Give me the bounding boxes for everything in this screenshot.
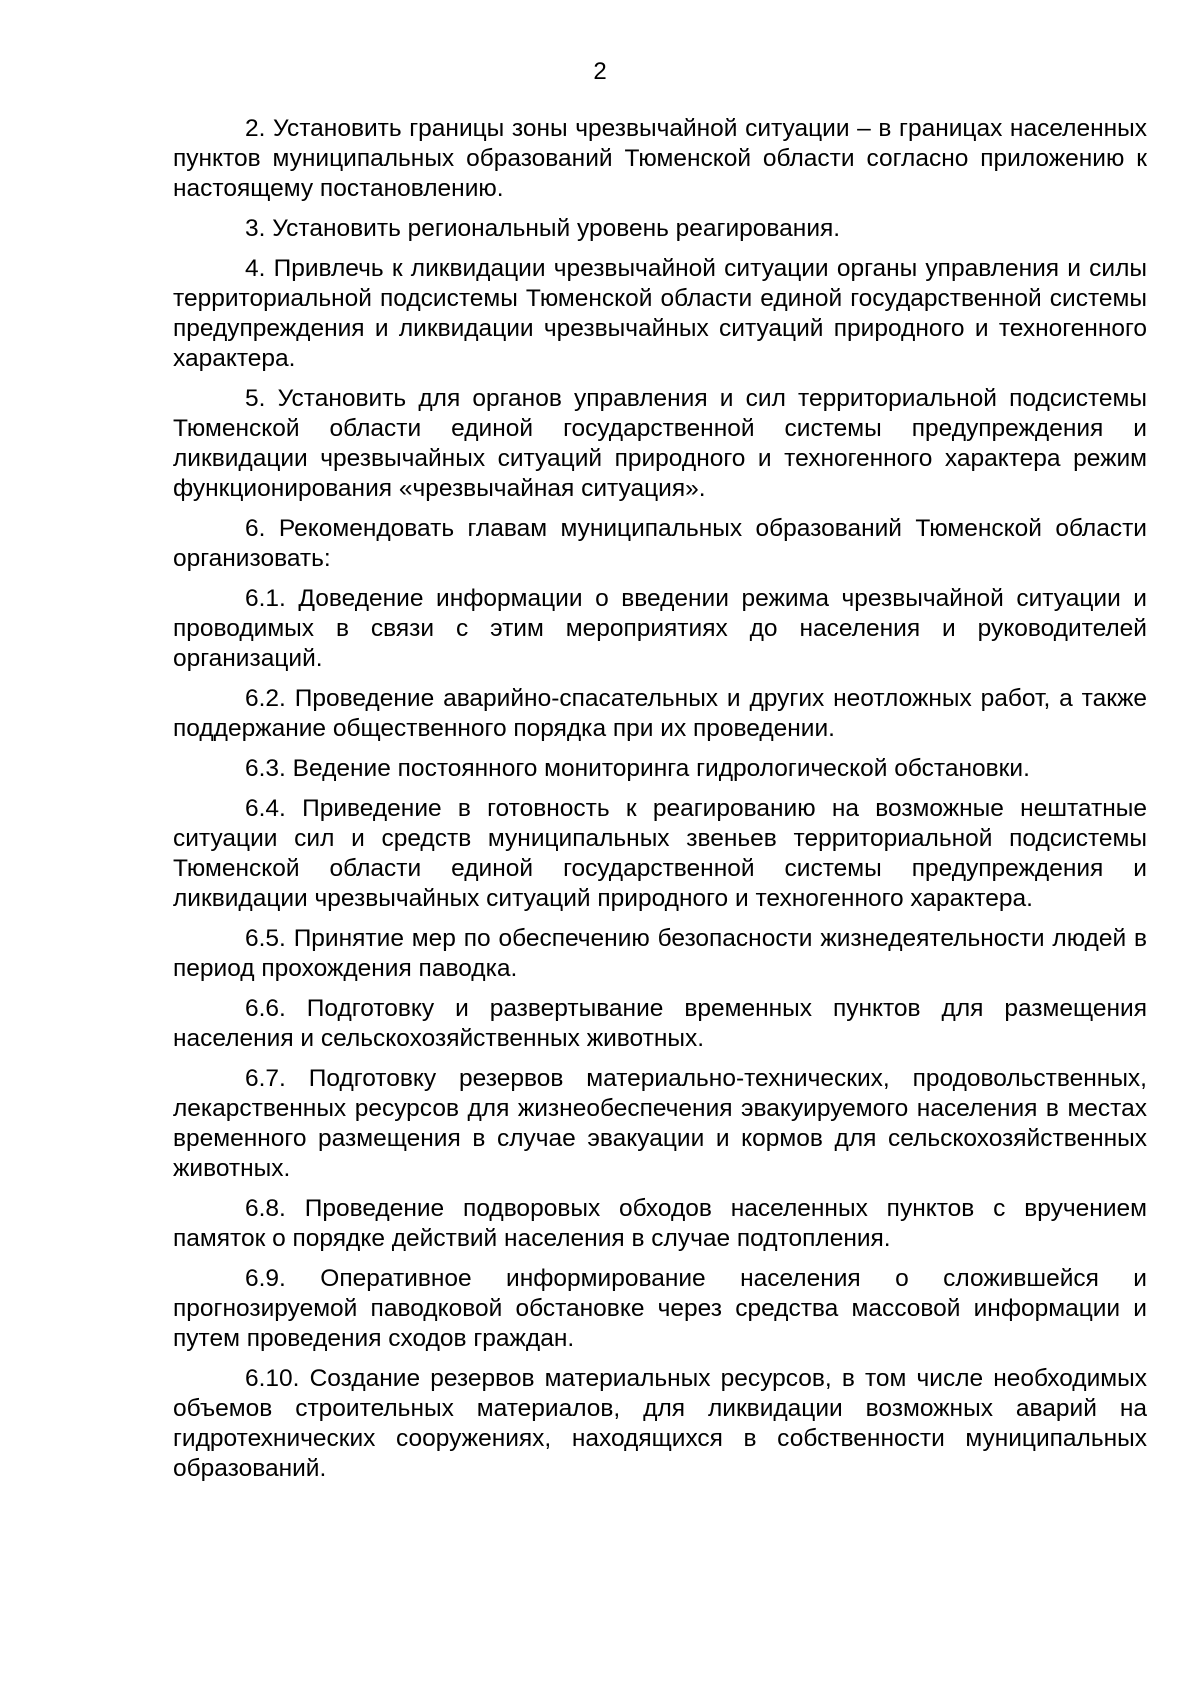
paragraph-6: 6. Рекомендовать главам муниципальных образований Тюменской области организовать: <box>173 515 1147 572</box>
paragraph-6-8: 6.8. Проведение подворовых обходов населенных пунктов с вручением памяток о порядке действий населения в случае подтопления. <box>173 1195 1147 1252</box>
paragraph-6-9: 6.9. Оперативное информирование населения о сложившейся и прогнозируемой паводковой обстановке через средства массовой информации и путем проведения сходов граждан. <box>173 1265 1147 1352</box>
paragraph-6-6: 6.6. Подготовку и развертывание временных пунктов для размещения населения и сельскохозяйственных животных. <box>173 995 1147 1052</box>
paragraph-6-4: 6.4. Приведение в готовность к реагированию на возможные нештатные ситуации сил и средств муниципальных звеньев территориальной подсистемы Тюменской области единой государственной системы предупреждения и ликвидации чрезвычайных ситуаций природного и техногенного характера. <box>173 795 1147 912</box>
paragraph-2: 2. Установить границы зоны чрезвычайной ситуации – в границах населенных пунктов муниципальных образований Тюменской области согласно приложению к настоящему постановлению. <box>173 115 1147 202</box>
page-number: 2 <box>593 58 607 85</box>
paragraph-3: 3. Установить региональный уровень реагирования. <box>245 215 841 242</box>
paragraph-6-5: 6.5. Принятие мер по обеспечению безопасности жизнедеятельности людей в период прохождения паводка. <box>173 925 1147 982</box>
paragraph-6-3: 6.3. Ведение постоянного мониторинга гидрологической обстановки. <box>245 755 1030 782</box>
paragraph-6-7: 6.7. Подготовку резервов материально-технических, продовольственных, лекарственных ресурсов для жизнеобеспечения эвакуируемого населения в местах временного размещения в случае эвакуации и кормов для сельскохозяйственных животных. <box>173 1065 1147 1182</box>
document-body <box>173 114 1147 1494</box>
paragraph-6-2: 6.2. Проведение аварийно-спасательных и других неотложных работ, а также поддержание общественного порядка при их проведении. <box>173 685 1147 742</box>
paragraph-4: 4. Привлечь к ликвидации чрезвычайной ситуации органы управления и силы территориальной подсистемы Тюменской области единой государственной системы предупреждения и ликвидации чрезвычайных ситуаций природного и техногенного характера. <box>173 255 1147 372</box>
paragraph-6-10: 6.10. Создание резервов материальных ресурсов, в том числе необходимых объемов строительных материалов, для ликвидации возможных аварий на гидротехнических сооружениях, находящихся в собственности муниципальных образований. <box>173 1365 1147 1482</box>
paragraph-6-1: 6.1. Доведение информации о введении режима чрезвычайной ситуации и проводимых в связи с этим мероприятиях до населения и руководителей организаций. <box>173 585 1147 672</box>
paragraph-5: 5. Установить для органов управления и сил территориальной подсистемы Тюменской области единой государственной системы предупреждения и ликвидации чрезвычайных ситуаций природного и техногенного характера режим функционирования «чрезвычайная ситуация». <box>173 385 1147 502</box>
